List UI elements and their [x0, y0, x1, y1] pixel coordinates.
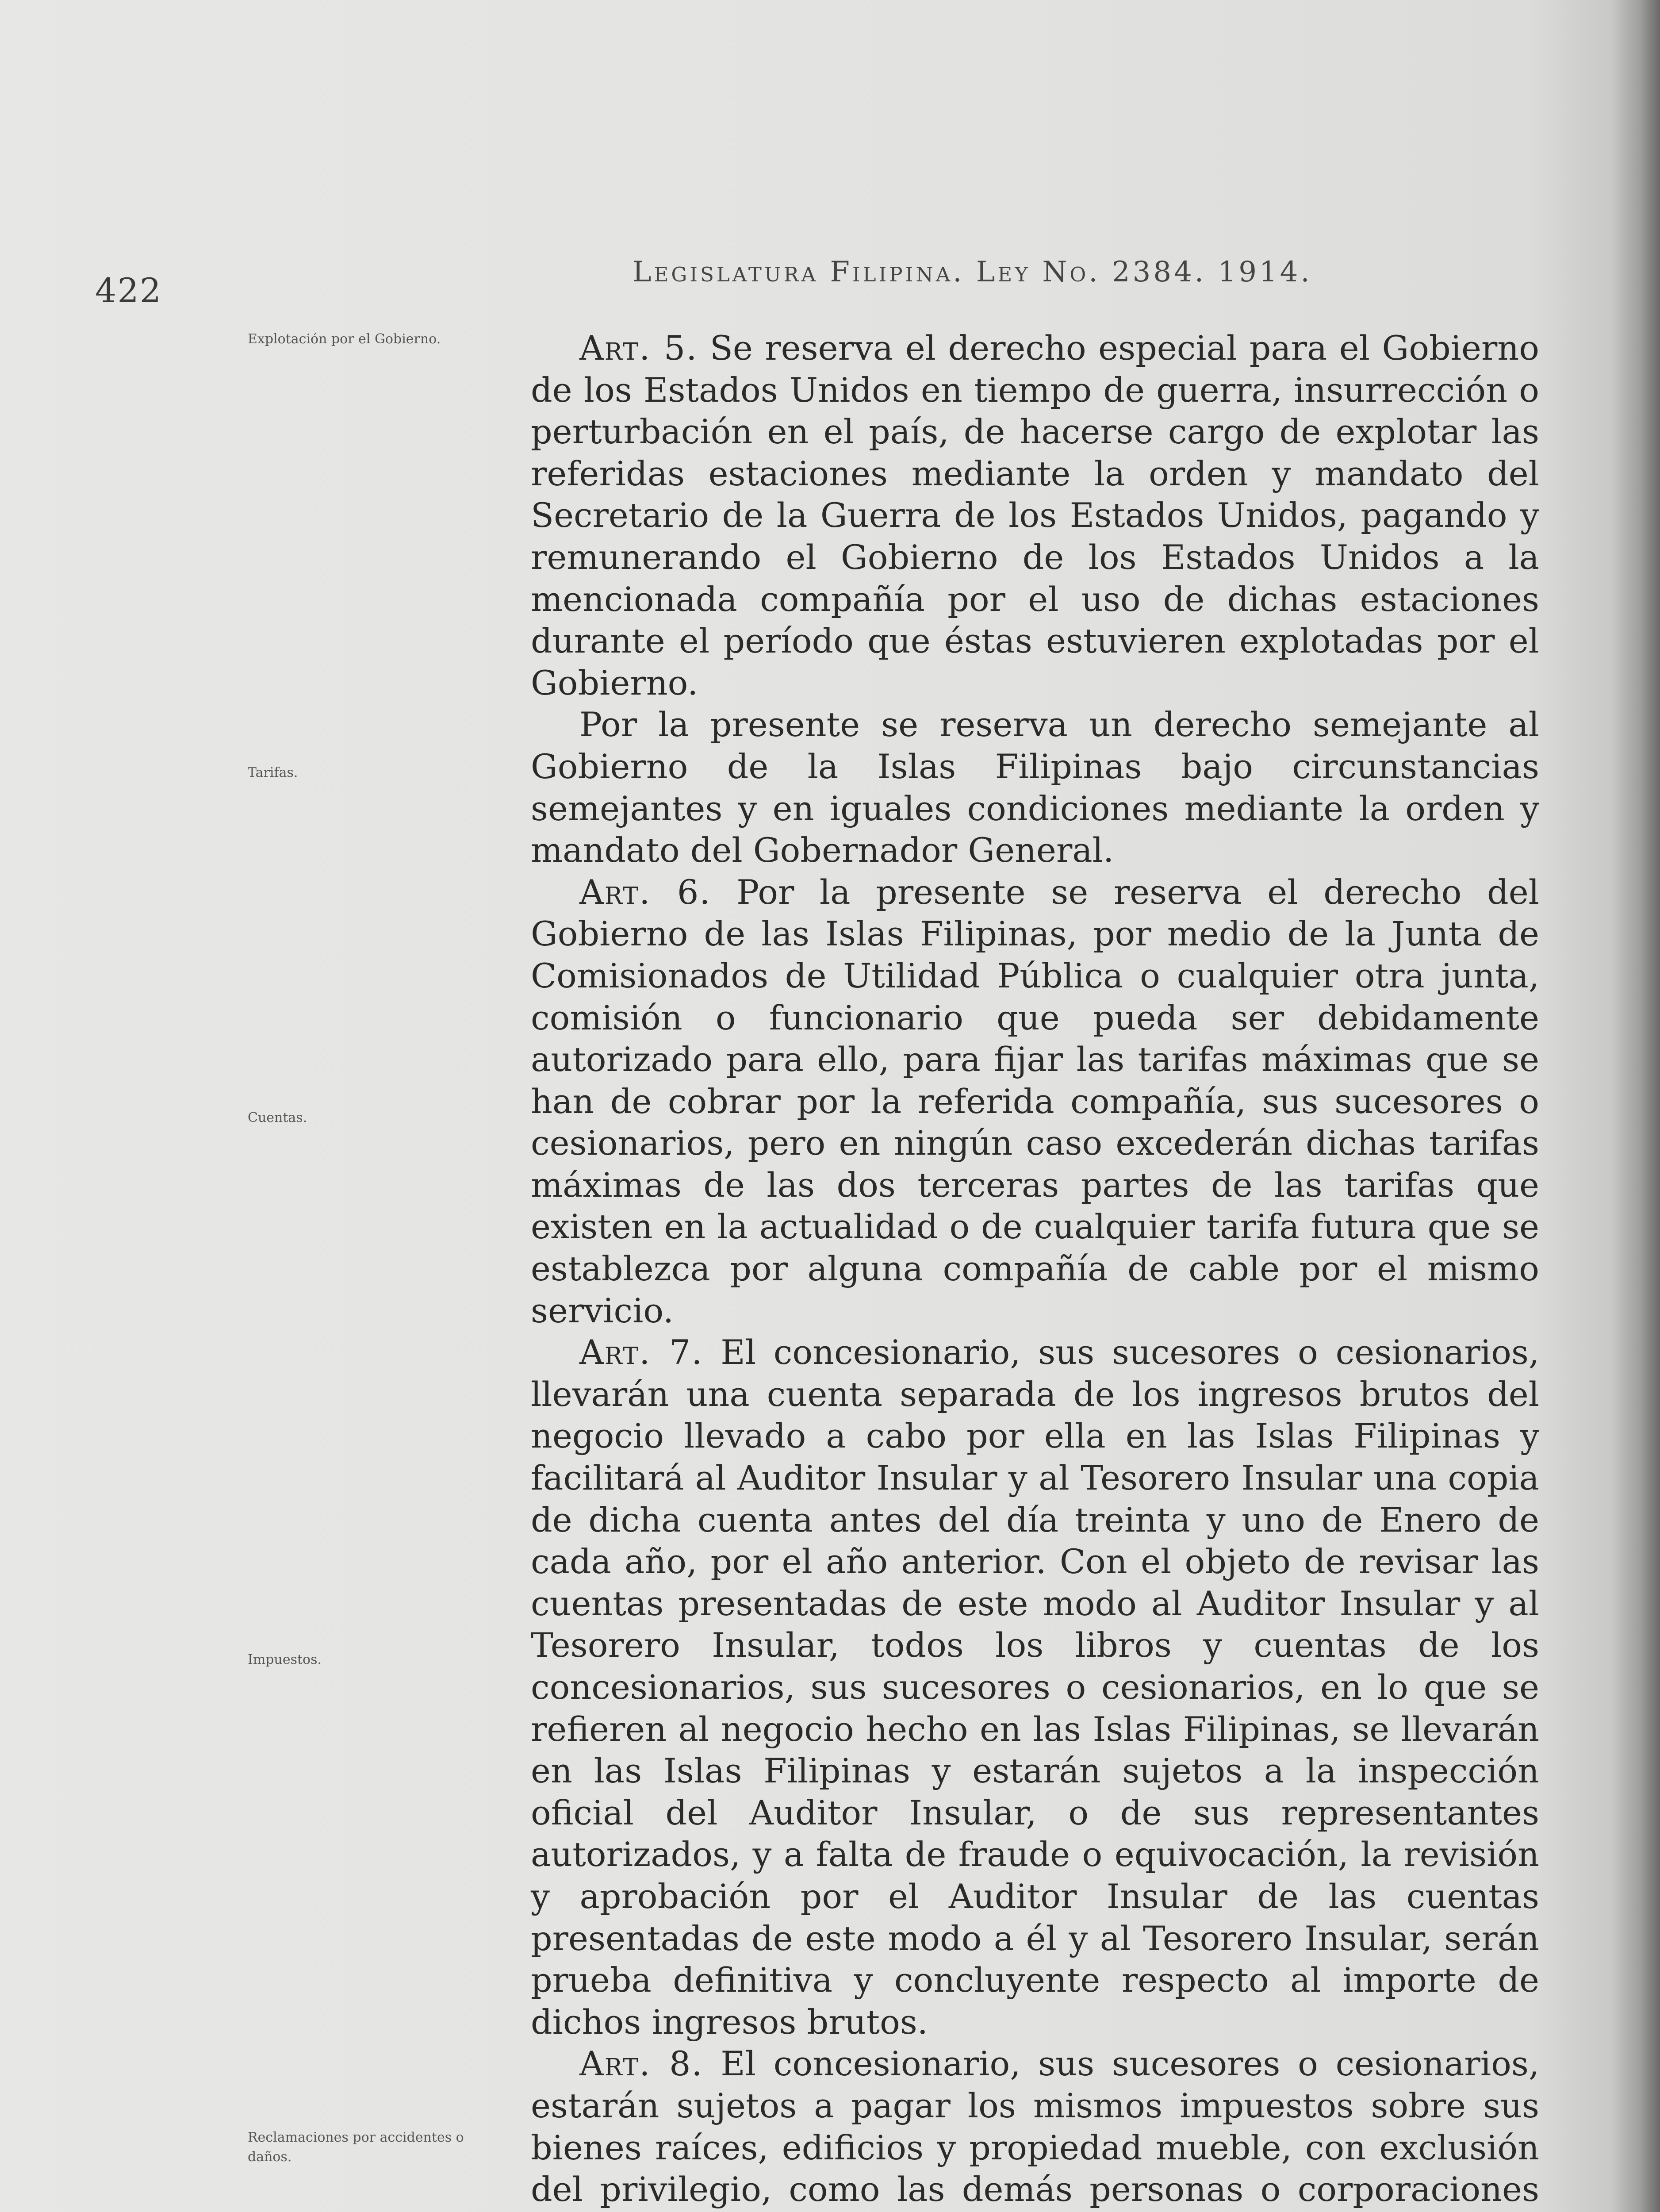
margin-note-cuentas: Cuentas. [248, 1110, 307, 1125]
article-label: Art. 8. [579, 2044, 703, 2084]
margin-note-impuestos: Impuestos. [248, 1652, 322, 1667]
paragraph-text: El concesionario, sus sucesores o cesionarios, llevarán una cuenta separada de los ingresos brutos del negocio llevado a cabo por ella en las Islas Filipinas y facilitará al Auditor Insular y al Tesorero Insular una copia de dicha cuenta antes del día treinta y uno de Enero de cada año, por el año anterior. Con el objeto de revisar las cuentas presentadas de este modo al Auditor Insular y al Tesorero Insular, todos los libros y cuentas de los concesionarios, sus sucesores o cesionarios, en lo que se refieren al negocio hecho en las Islas Filipinas, se llevarán en las Islas Filipinas y estarán sujetos a la inspección oficial del Auditor Insular, o de sus representantes autorizados, y a falta de fraude o equivocación, la revisión y aprobación por el Auditor Insular de las cuentas presentadas de este modo a él y al Tesorero Insular, serán prueba definitiva y concluyente respecto al importe de dichos ingresos brutos. [531, 1333, 1539, 2042]
paragraph-text: Por la presente se reserva un derecho semejante al Gobierno de la Islas Filipinas bajo circunstancias semejantes y en iguales condiciones mediante la orden y mandato del Gobernador General. [531, 705, 1539, 870]
article-label: Art. 7. [579, 1333, 703, 1372]
paragraph-text: El concesionario, sus sucesores o cesionarios, estarán sujetos a pagar los mismos impuestos sobre sus bienes raíces, edificios y propiedad mueble, con exclusión del privilegio, como las demás personas o corporaciones [531, 2044, 1539, 2209]
margin-note-explotacion: Explotación por el Gobierno. [248, 331, 441, 347]
paragraph-art-7 [531, 1332, 1539, 2043]
article-label: Art. 6. [579, 872, 711, 912]
body-text [531, 327, 1539, 2212]
paragraph-art-5 [531, 327, 1539, 704]
page-edge-shadow [1611, 0, 1660, 2212]
paragraph-text: Se reserva el derecho especial para el Gobierno de los Estados Unidos en tiempo de guerra, insurrección o perturbación en el país, de hacerse cargo de explotar las referidas estaciones mediante la orden y mandato del Secretario de la Guerra de los Estados Unidos, pagando y remunerando el Gobierno de los Estados Unidos a la mencionada compañía por el uso de dichas estaciones durante el período que éstas estuvieren explotadas por el Gobierno. [531, 328, 1539, 703]
margin-note-reclamaciones: Reclamaciones por accidentes o daños. [248, 2130, 464, 2165]
article-label: Art. 5. [579, 328, 698, 368]
page-number: 422 [95, 271, 162, 310]
paragraph-art-5-cont [531, 704, 1539, 871]
margin-note-tarifas: Tarifas. [248, 765, 298, 780]
paragraph-art-8 [531, 2043, 1539, 2212]
paragraph-text: Por la presente se reserva el derecho del Gobierno de las Islas Filipinas, por medio de la Junta de Comisionados de Utilidad Pública o cualquier otra junta, comisión o funcionario que pueda ser debidamente autorizado para ello, para fijar las tarifas máximas que se han de cobrar por la referida compañía, sus sucesores o cesionarios, pero en ningún caso excederán dichas tarifas máximas de las dos terceras partes de las tarifas que existen en la actualidad o de cualquier tarifa futura que se establezca por alguna compañía de cable por el mismo servicio. [531, 872, 1539, 1330]
running-head: Legislatura Filipina. Ley No. 2384. 1914. [633, 256, 1312, 288]
paragraph-art-6 [531, 872, 1539, 1332]
